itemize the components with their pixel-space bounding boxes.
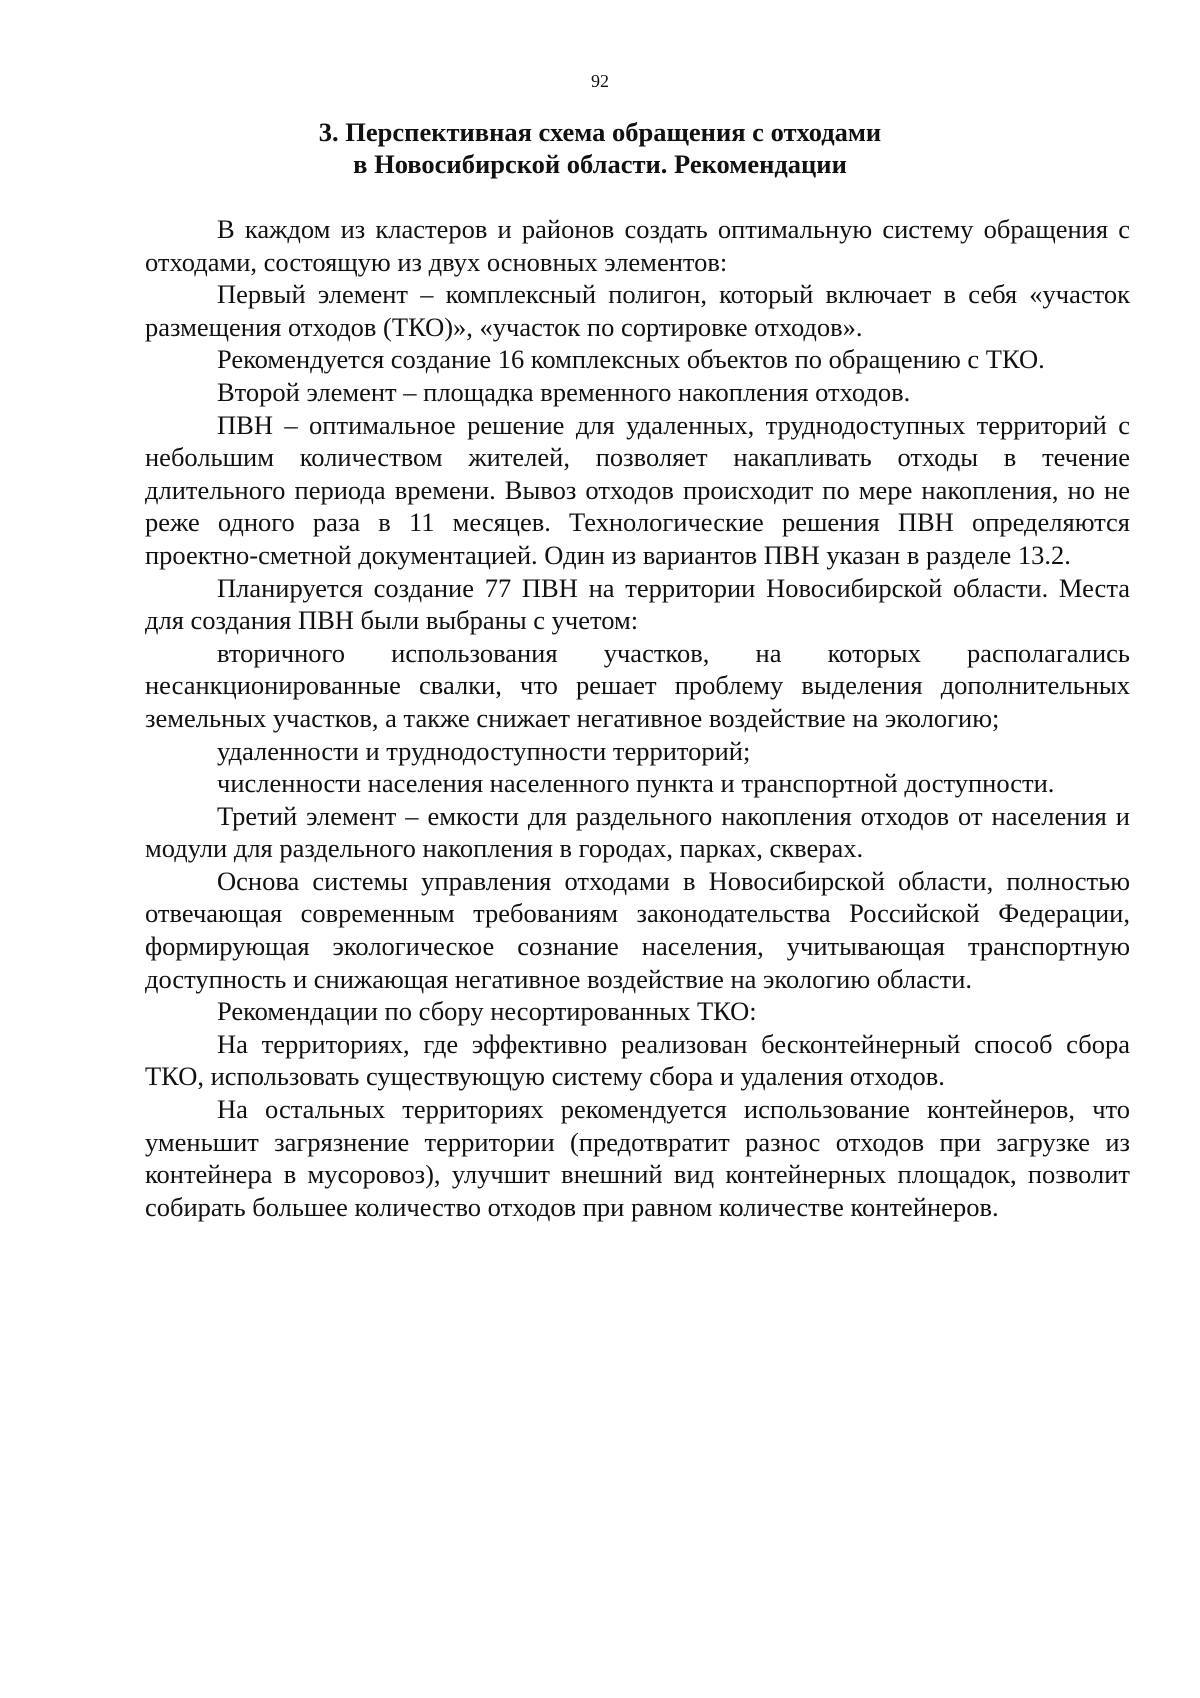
section-heading-line-1: 3. Перспективная схема обращения с отходами (318, 117, 882, 147)
paragraph: Основа системы управления отходами в Новосибирской области, полностью отвечающая современным требованиям законодательства Российской Федерации, формирующая экологическое сознание населения, учитывающая транспортную доступность и снижающая негативное воздействие на экологию области. (145, 865, 1130, 994)
section-heading-line-2: в Новосибирской области. Рекомендации (353, 149, 847, 179)
paragraph: удаленности и труднодоступности территорий; (217, 735, 751, 766)
paragraph: ПВН – оптимальное решение для удаленных, труднодоступных территорий с небольшим количеством жителей, позволяет накапливать отходы в течение длительного периода времени. Вывоз отходов происходит по мере накопления, но не реже одного раза в 11 месяцев. Технологические решения ПВН определяются проектно-сметной документацией. Один из вариантов ПВН указан в разделе 13.2. (145, 409, 1130, 570)
paragraph: На территориях, где эффективно реализован бесконтейнерный способ сбора ТКО, использовать существующую систему сбора и удаления отходов. (145, 1028, 1130, 1092)
paragraph: Рекомендации по сбору несортированных ТКО: (217, 996, 757, 1027)
document-body (145, 213, 1130, 1223)
paragraph: Планируется создание 77 ПВН на территории Новосибирской области. Места для создания ПВН были выбраны с учетом: (145, 572, 1130, 636)
paragraph: численности населения населенного пункта и транспортной доступности. (217, 768, 1055, 799)
paragraph: В каждом из кластеров и районов создать оптимальную систему обращения с отходами, состоящую из двух основных элементов: (145, 214, 1130, 277)
paragraph: Рекомендуется создание 16 комплексных объектов по обращению с ТКО. (217, 344, 1045, 375)
paragraph: Первый элемент – комплексный полигон, который включает в себя «участок размещения отходов (ТКО)», «участок по сортировке отходов». (145, 279, 1130, 342)
section-heading (0, 116, 1200, 180)
paragraph: На остальных территориях рекомендуется использование контейнеров, что уменьшит загрязнение территории (предотвратит разнос отходов при загрузке из контейнера в мусоровоз), улучшит внешний вид контейнерных площадок, позволит собирать большее количество отходов при равном количестве контейнеров. (145, 1094, 1130, 1222)
paragraph: Второй элемент – площадка временного накопления отходов. (217, 376, 911, 407)
paragraph: Третий элемент – емкости для раздельного накопления отходов от населения и модули для раздельного накопления в городах, парках, скверах. (145, 800, 1130, 864)
paragraph: вторичного использования участков, на которых располагались несанкционированные свалки, что решает проблему выделения дополнительных земельных участков, а также снижает негативное воздействие на экологию; (145, 637, 1130, 733)
page-number: 92 (591, 71, 609, 91)
